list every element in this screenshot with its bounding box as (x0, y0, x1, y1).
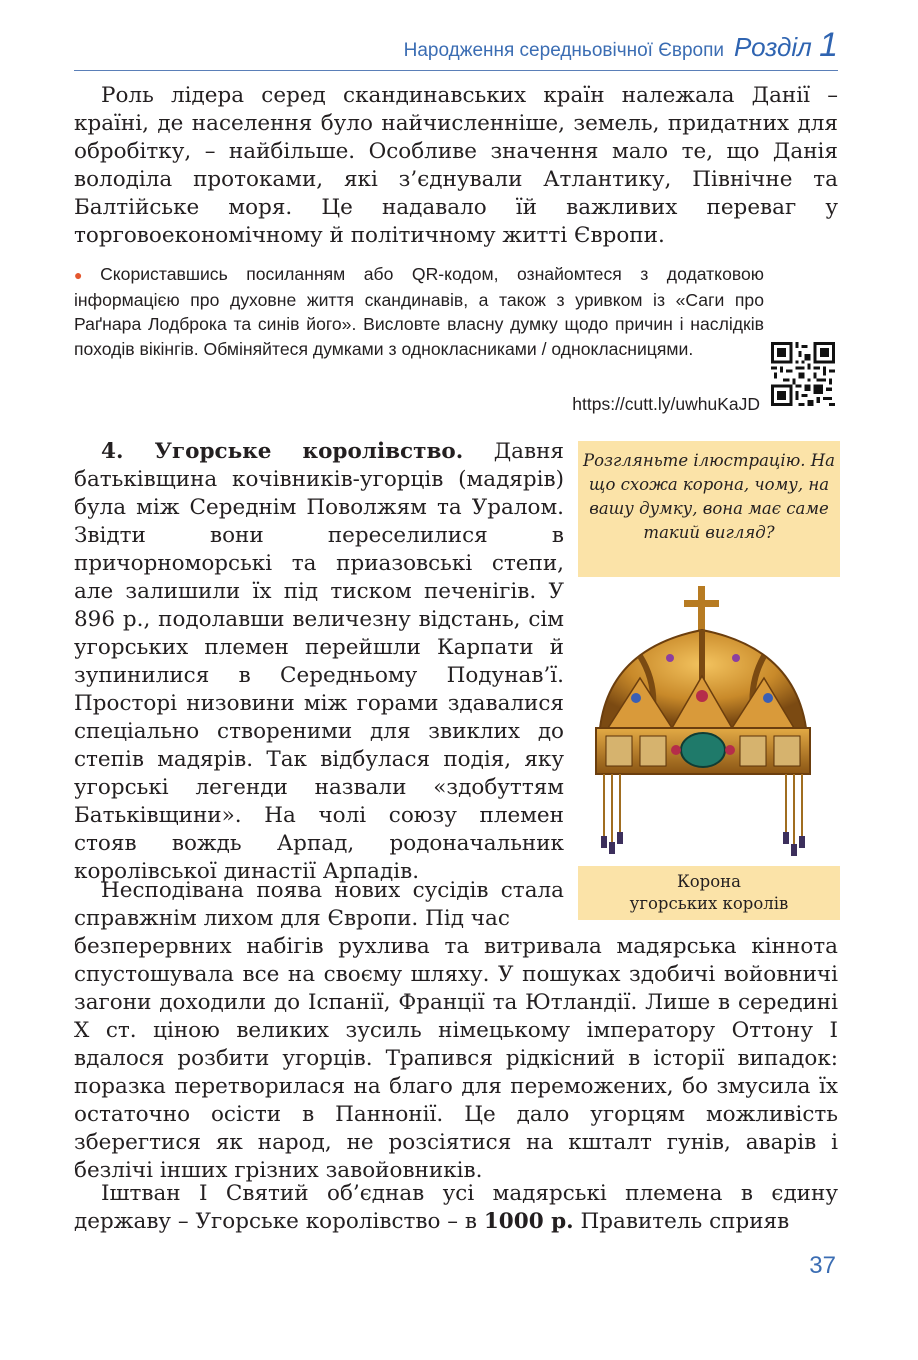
istvan-text-2: Правитель сприяв (580, 1209, 790, 1234)
crown-illustration (580, 578, 842, 868)
paragraph-hungary (74, 438, 564, 886)
section-text: Давня батьківщина кочівників-угорців (мадярів) була між Середнім Поволжям та Уралом. Звідти вони переселилися в причорноморські та приазовські степи, але залишили їх під тиском печенігів. У 896 р., подолавши величезну відстань, сім угорських племен перейшли Карпати й зупинилися в Середньому Подунав’ї. Просторі низовини між горами здавалися спеціально створеними для звиклих до степів мадярів. Так відбулася подія, яку угорські легенди назвали «здобуттям Батьківщини». На чолі союзу племен стояв вождь Арпад, родоначальник королівської династії Арпадів. (74, 439, 564, 884)
task-text-container (74, 262, 764, 361)
chapter-word: Розділ (734, 32, 812, 62)
page-header (74, 26, 838, 71)
qr-link[interactable]: https://cutt.ly/uwhuKaJD (572, 394, 760, 414)
istvan-year: 1000 р. (483, 1209, 574, 1234)
task-block (74, 262, 844, 412)
caption-line-1: Корона (676, 872, 742, 891)
page-number: 37 (809, 1252, 836, 1279)
chapter-label (734, 26, 838, 65)
paragraph-raids-rest: безперервних набігів рухлива та витривала мадярська кіннота спустошувала все на своєму шляху. У пошуках здобичі войовничі загони доходили до Іспанії, Франції та Ютландії. Лише в середині X ст. ціною великих зусиль німецькому імператору Оттону I вдалося розбити угорців. Трапився рідкісний в історії випадок: поразка перетворилася на благо для переможених, бо змусила їх остаточно осісти в Паннонії. Це дало угорцям можливість зберегтися як народ, не розсіятися на кшталт гунів, аварів і безлічі інших грізних завойовників. (74, 934, 838, 1183)
qr-code-icon[interactable] (771, 342, 835, 406)
caption-line-2: угорських королів (629, 894, 789, 913)
task-text: Скориставшись посиланням або QR-кодом, ознайомтеся з додатковою інформацією про духовне життя скандинавів, а також з уривком із «Саги про Раґнара Лодброка та синів його». Висловте власну думку щодо причин і наслідків походів вікінгів. Обміняйтеся думками з однокласниками / однокласницями. (74, 264, 764, 359)
running-title: Народження середньовічної Європи (403, 40, 725, 61)
chapter-number: 1 (819, 26, 838, 64)
istvan-text-1: Іштван I Святий об’єднав усі мадярські племена в єдину державу – Угорське королівство – в (74, 1181, 838, 1234)
illustration-caption (578, 866, 840, 920)
illustration-question: Розгляньте ілюстрацію. На що схожа корона, чому, на вашу думку, вона має саме такий вигляд? (578, 441, 840, 577)
section-heading: 4. Угорське королівство. (101, 439, 464, 464)
paragraph-istvan (74, 1180, 838, 1236)
paragraph-raids-start: Несподівана поява нових сусідів стала справжнім лихом для Європи. Під час (74, 878, 564, 931)
paragraph-denmark: Роль лідера серед скандинавських країн належала Данії – країні, де населення було найчисленніше, земель, придатних для обробітку, – найбільше. Особливе значення мало те, що Данія володіла протоками, які з’єднували Атлантику, Північне та Балтійське моря. Це надавало їй важливих переваг у торговоекономічному й політичному житті Європи. (74, 83, 838, 248)
bullet-icon: ● (74, 267, 97, 283)
